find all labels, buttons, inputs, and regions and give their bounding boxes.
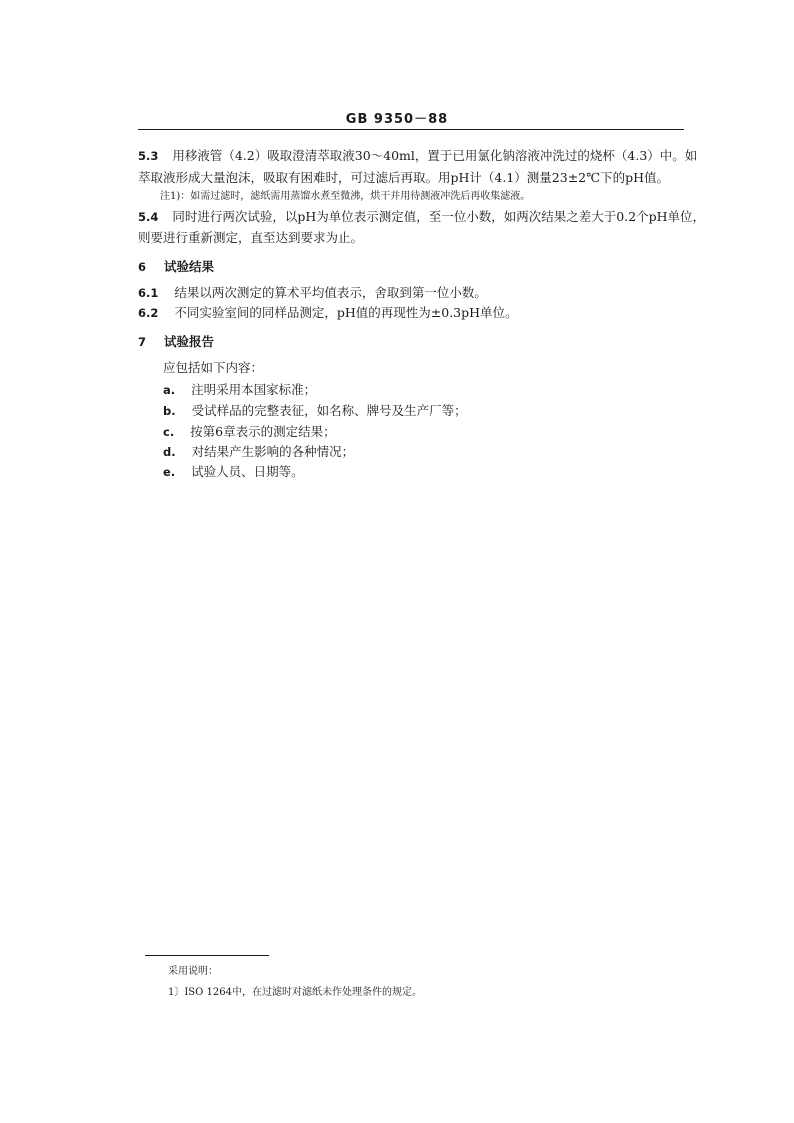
clause-text: 不同实验室间的同样品测定，pH值的再现性为±0.3pH单位。 (174, 305, 518, 320)
footnote-rule (145, 955, 269, 956)
clause-number: 5.4 (138, 210, 159, 224)
clause-number: 5.3 (138, 149, 159, 163)
report-item-d (163, 444, 354, 460)
section-number: 7 (138, 335, 147, 349)
clause-number: 6.2 (138, 306, 159, 320)
report-item-b (163, 403, 467, 419)
section-number: 6 (138, 260, 147, 274)
item-text: 对结果产生影响的各种情况； (191, 444, 355, 459)
clause-text: 用移液管（4.2）吸取澄清萃取液30～40ml，置于已用氯化钠溶液冲洗过的烧杯（4.3）中。如 (172, 148, 698, 163)
footnote-text: 1〕ISO 1264中，在过滤时对滤纸未作处理条件的规定。 (168, 987, 422, 998)
page-header: GB 9350－88 (345, 112, 449, 127)
report-item-c (163, 424, 336, 440)
clause-5-3-line2: 萃取液形成大量泡沫，吸取有困难时，可过滤后再取。用pH计（4.1）测量23±2℃下的pH值。 (138, 170, 670, 185)
footnote-title: 采用说明： (168, 966, 218, 977)
item-label: d. (163, 445, 176, 459)
header-rule (138, 129, 684, 130)
report-item-a (163, 382, 316, 398)
item-text: 受试样品的完整表征，如名称、牌号及生产厂等； (191, 403, 467, 418)
item-text: 试验人员、日期等。 (191, 464, 304, 479)
section-title: 试验结果 (164, 259, 215, 274)
clause-text: 结果以两次测定的算术平均值表示，舍取到第一位小数。 (174, 285, 487, 300)
section-7-heading (138, 334, 214, 350)
clause-text: 同时进行两次试验，以pH为单位表示测定值，至一位小数，如两次结果之差大于0.2个pH单位， (172, 209, 706, 224)
clause-number: 6.1 (138, 286, 159, 300)
section-6-heading (138, 259, 214, 275)
report-intro: 应包括如下内容： (163, 360, 264, 375)
item-label: a. (163, 383, 176, 397)
item-label: e. (163, 465, 176, 479)
clause-5-4-line2: 则要进行重新测定，直至达到要求为止。 (138, 230, 364, 245)
item-text: 按第6章表示的测定结果； (190, 424, 336, 439)
report-item-e (163, 464, 304, 480)
item-label: b. (163, 404, 176, 418)
clause-6-2 (138, 305, 518, 321)
section-title: 试验报告 (164, 334, 215, 349)
clause-5-3 (138, 148, 697, 164)
item-text: 注明采用本国家标准； (191, 382, 317, 397)
clause-5-4 (138, 209, 705, 225)
clause-6-1 (138, 285, 487, 301)
note-1: 注1)：如需过滤时，滤纸需用蒸馏水煮至微沸，烘干并用待测液冲洗后再收集滤液。 (160, 191, 531, 202)
item-label: c. (163, 425, 175, 439)
